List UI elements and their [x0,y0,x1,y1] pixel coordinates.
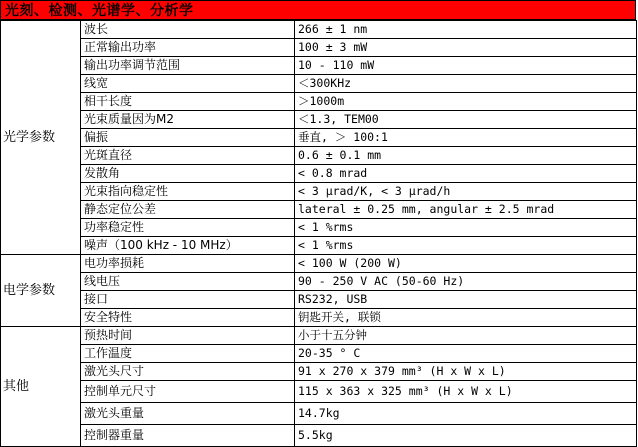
parameter-value: 垂直, ＞ 100:1 [295,129,637,147]
parameter-name: 功率稳定性 [81,219,295,237]
parameter-name: 激光头重量 [81,403,295,425]
parameter-name: 光束指向稳定性 [81,183,295,201]
table-row [1,345,637,363]
parameter-name: 发散角 [81,165,295,183]
parameter-value: 10 - 110 mW [295,57,637,75]
table-row [1,403,637,425]
parameter-name: 线宽 [81,75,295,93]
parameter-value: 90 - 250 V AC (50-60 Hz) [295,273,637,291]
table-row [1,21,637,39]
section-category: 光学参数 [1,21,81,255]
table-row [1,201,637,219]
parameter-name: 偏振 [81,129,295,147]
table-row [1,327,637,345]
parameter-name: 工作温度 [81,345,295,363]
parameter-value: < 100 W (200 W) [295,255,637,273]
parameter-name: 预热时间 [81,327,295,345]
parameter-value: 20-35 ° C [295,345,637,363]
table-row [1,39,637,57]
parameter-value: < 1 %rms [295,219,637,237]
table-row [1,93,637,111]
parameter-name: 控制器重量 [81,425,295,447]
parameter-name: 电功率损耗 [81,255,295,273]
parameter-value: 14.7kg [295,403,637,425]
table-row [1,165,637,183]
table-row [1,255,637,273]
section-category: 电学参数 [1,255,81,327]
parameter-value: ＜1.3, TEM00 [295,111,637,129]
table-row [1,219,637,237]
section-category: 其他 [1,327,81,447]
parameter-name: 光斑直径 [81,147,295,165]
table-row [1,237,637,255]
parameter-value: 5.5kg [295,425,637,447]
parameter-name: 噪声（100 kHz - 10 MHz） [81,237,295,255]
parameter-value: < 1 %rms [295,237,637,255]
parameter-name: 接口 [81,291,295,309]
parameter-value: 0.6 ± 0.1 mm [295,147,637,165]
spec-table-body [1,21,637,447]
table-row [1,75,637,93]
parameter-name: 线电压 [81,273,295,291]
parameter-name: 波长 [81,21,295,39]
table-row [1,273,637,291]
page-title: 光刻、检测、光谱学、分析学 [5,3,194,19]
table-row [1,111,637,129]
table-row [1,291,637,309]
table-row [1,147,637,165]
parameter-value: ＜300KHz [295,75,637,93]
table-row [1,363,637,381]
parameter-name: 激光头尺寸 [81,363,295,381]
title-bar [0,0,636,20]
spec-table [0,20,637,447]
parameter-value: 266 ± 1 nm [295,21,637,39]
parameter-name: 相干长度 [81,93,295,111]
parameter-value: 钥匙开关, 联锁 [295,309,637,327]
table-row [1,309,637,327]
parameter-value: 小于十五分钟 [295,327,637,345]
parameter-value: 115 x 363 x 325 mm³ (H x W x L) [295,381,637,403]
table-row [1,129,637,147]
parameter-value: ＞1000m [295,93,637,111]
table-row [1,381,637,403]
parameter-name: 静态定位公差 [81,201,295,219]
parameter-value: RS232, USB [295,291,637,309]
parameter-value: lateral ± 0.25 mm, angular ± 2.5 mrad [295,201,637,219]
table-row [1,57,637,75]
table-row [1,425,637,447]
parameter-value: < 0.8 mrad [295,165,637,183]
parameter-name: 控制单元尺寸 [81,381,295,403]
parameter-value: < 3 μrad/K, < 3 μrad/h [295,183,637,201]
parameter-value: 100 ± 3 mW [295,39,637,57]
table-row [1,183,637,201]
parameter-name: 安全特性 [81,309,295,327]
parameter-name: 正常输出功率 [81,39,295,57]
parameter-name: 输出功率调节范围 [81,57,295,75]
parameter-value: 91 x 270 x 379 mm³ (H x W x L) [295,363,637,381]
parameter-name: 光束质量因为M2 [81,111,295,129]
